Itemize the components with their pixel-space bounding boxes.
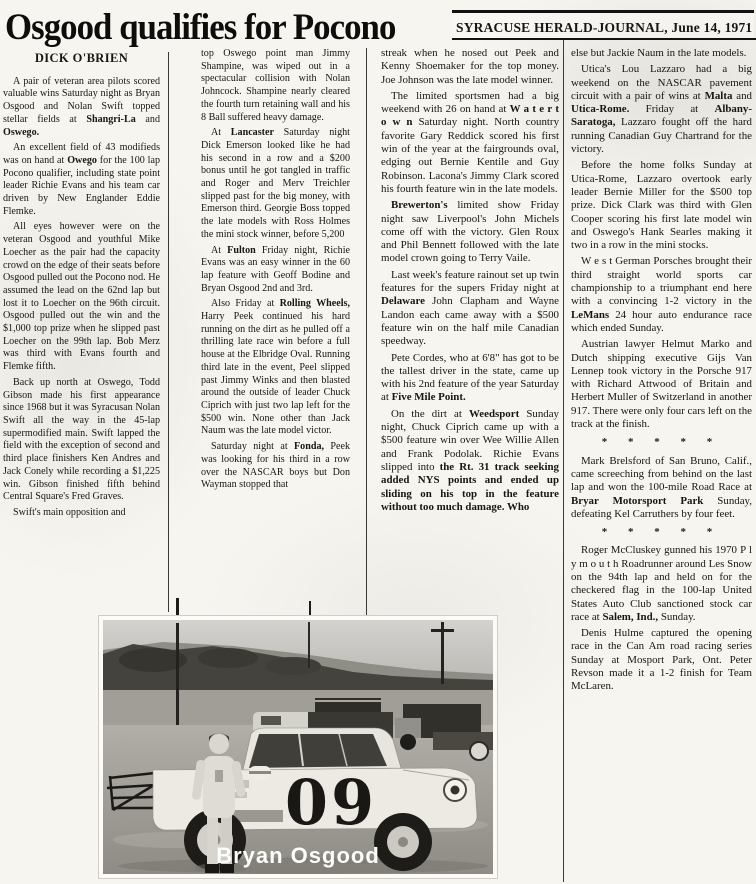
article-column-4	[571, 47, 752, 880]
rear-wheel-hub	[398, 837, 408, 847]
text-segment: Brewerton's	[391, 199, 448, 212]
text-segment: Before the home folks Sunday at Utica-Rome, Lazzaro overtook early leader Bernie Miller for the $500 top prize. Dick Clark was third with Glen Cooper scoring his first late model win and Oswego's Hank Searles making it two in a row in the mini stocks.	[571, 159, 752, 252]
text-segment: Sunday, defeating Kel Carruthers by four feet.	[571, 494, 752, 520]
text-segment: Shangri-La	[86, 113, 136, 125]
text-segment: Roger McCluskey gunned his 1970 P l y m o u t h Roadrunner around Les Snow on the 94th lap and held on for the checkered flag in the 100-lap United States Auto Club sanctioned stock car race at	[571, 544, 752, 623]
article-paragraph	[571, 255, 752, 335]
text-segment: Oswego.	[3, 126, 40, 138]
text-segment: Fulton	[227, 244, 256, 256]
article-paragraph	[3, 377, 160, 504]
dateline-text: SYRACUSE HERALD-JOURNAL, June 14, 1971	[452, 20, 756, 40]
trees	[198, 648, 258, 668]
article-paragraph	[201, 48, 350, 124]
text-segment: Austrian lawyer Helmut Marko and Dutch shipping executive Gijs Van Lennep took victory in the Porsche 917 with Richard Attwood of Britain and Herbert Muller of Switzerland in another 917. There were only four cars left on the track at the finish.	[571, 338, 752, 431]
text-segment: All eyes however were on the veteran Osgood and youthful Mike Loecher as the pair had the capacity crowd on the edge of their seats before Osgood pulled out the Pocono nod. He assumed the lead on the 62nd lap but lost it to Loecher on the 96th circuit. Osgood pulled out the win and the $1,000 top prize when he slipped past Loecher on the 99th lap. Bob Merz was third with Evans fourth and Flemke fifth.	[3, 221, 160, 373]
text-segment: John Clapham and Wayne Landon each came away with a $500 feature win on the half mile Canadian speedway.	[381, 295, 559, 348]
text-segment: streak when he nosed out Peek and Kenny Shoemaker for the top money. Joe Johnson was the late model winner.	[381, 47, 559, 86]
text-segment: A pair of veteran area pilots scored valuable wins Saturday night as Bryan Osgood and Nolan Swift topped stellar fields at	[3, 75, 160, 125]
column-divider	[366, 48, 367, 636]
article-paragraph	[571, 627, 752, 693]
text-segment: and	[732, 89, 752, 102]
text-segment: Lancaster	[230, 127, 274, 139]
article-paragraph	[201, 298, 350, 438]
text-segment: At	[211, 244, 228, 256]
text-segment: The limited sportsmen had a big weekend with 26 on hand at	[381, 89, 559, 116]
text-segment: and	[135, 113, 160, 125]
article-paragraph	[571, 455, 752, 521]
text-segment: An excellent field of 43 modifieds was on hand at	[3, 142, 160, 166]
scan-artifact	[176, 598, 179, 618]
telephone-pole	[308, 622, 310, 668]
text-segment: W e s t German Porsches brought their third straight world sports car championship to a triumphant end here with a convincing 1-2 victory in the	[571, 255, 752, 308]
article-paragraph	[381, 408, 559, 514]
text-segment: Salem, Ind.,	[602, 610, 659, 623]
article-column-2	[201, 48, 350, 626]
race-car-photo	[103, 620, 493, 874]
photo	[99, 616, 497, 878]
article-paragraph	[571, 63, 752, 156]
pole-crossarm	[431, 629, 454, 632]
text-segment: Saturday night. North country favorite Gary Reddick scored his first win of the year at the fairgrounds oval, edging out Bernie Kentile and Guy Robinson. Lacona's Jimmy Clark scored his fourth feature win in the late models.	[381, 116, 559, 195]
text-segment: DICK O'BRIEN	[34, 51, 129, 65]
article-paragraph	[201, 127, 350, 241]
article-paragraph	[201, 245, 350, 296]
article-paragraph	[201, 441, 350, 492]
dateline-strip	[452, 10, 754, 40]
telephone-pole	[176, 623, 179, 725]
background-car-wheel	[470, 742, 488, 760]
article-paragraph	[381, 90, 559, 196]
trees	[265, 657, 321, 675]
headline: Osgood qualifies for Pocono	[5, 7, 396, 48]
text-segment: On the dirt at	[391, 407, 469, 420]
text-segment: the Rt. 31 track seeking added NYS points and ended up sliding on his top in the feature without too much damage. Who	[381, 460, 559, 513]
text-segment: At	[211, 127, 231, 139]
text-segment: Sunday.	[658, 610, 696, 623]
text-segment: Rolling Wheels,	[279, 298, 350, 310]
text-segment: * * * * *	[601, 526, 722, 539]
text-segment: Sunday night, Chuck Ciprich came up with a $500 feature win over Wee Willie Allen and Frank Podolak. Richie Evans slipped into	[381, 407, 559, 473]
article-paragraph	[381, 199, 559, 265]
text-segment: Back up north at Oswego, Todd Gibson made his first appearance since 1968 but it was Syracusan Nolan Swift all the way in the 45-lap supermodified main. Swift lapped the field with the exception of second and third place finishers Ken Andres and Jack Conely while recording a $1,225 win. Gibson finished fifth behind Central Square's Fred Graves.	[3, 376, 160, 503]
text-segment: LeMans	[571, 308, 610, 321]
nose-light-center	[451, 786, 460, 795]
text-segment: Five Mile Point.	[391, 391, 466, 404]
article-paragraph	[571, 159, 752, 252]
text-segment: Swift's main opposition and	[13, 506, 126, 518]
article-paragraph	[571, 338, 752, 431]
text-segment: Denis Hulme captured the opening race in the Can Am road racing series Sunday at Mosport Park, Ont. Peter Revson made it a 1-2 finish for Team McLaren.	[571, 627, 752, 693]
article-paragraph	[3, 142, 160, 218]
text-segment: Also Friday at	[211, 298, 280, 310]
text-segment: Malta	[704, 89, 733, 102]
truck-wheel	[400, 734, 416, 750]
text-segment: * * * * *	[601, 436, 722, 449]
article-paragraph	[381, 47, 559, 87]
text-segment: Delaware	[381, 295, 425, 308]
text-segment: Saturday night Dick Emerson looked like he had his second in a row and a $200 bonus until he got tangled in traffic and Roger and Merv Treichler slipped past for the big money, with Emerson third. Georgie Boss topped the late models with Ross Holmes the mini stock winner, before 5,200	[201, 127, 350, 240]
text-segment: Last week's feature rainout set up twin features for the supers Friday night at	[381, 268, 559, 295]
car-window	[249, 734, 387, 768]
text-segment: Peek was looking for his third in a row over the NASCAR boys but Don Wayman stopped that	[201, 441, 350, 491]
text-segment: Owego	[67, 154, 97, 166]
text-segment: Utica-Rome.	[571, 103, 630, 116]
text-segment: Mark Brelsford of San Bruno, Calif., came screeching from behind on the last lap and won the 100-mile Road Race at	[571, 454, 752, 494]
text-segment: Bryar Motorsport Park	[571, 494, 704, 507]
car-number: 09	[284, 766, 378, 839]
text-segment: Utica's Lou Lazzaro had a big weekend on the NASCAR pavement circuit with a pair of wins at	[571, 63, 752, 102]
text-segment: Albany-Saratoga,	[571, 103, 752, 129]
text-segment: Fonda,	[294, 441, 325, 453]
text-segment: 24 hour auto endurance race which ended Sunday.	[571, 308, 752, 334]
text-segment: Saturday night at	[211, 441, 294, 453]
text-segment: for the 100 lap Pocono qualifier, including state point leader Richie Evans and his team car driven by New Englander Eddie Flemke.	[3, 154, 160, 217]
text-segment: Friday night, Richie Evans was an easy winner in the 60 lap feature with Geoff Bodine and Bryan Osgood 2nd and 3rd.	[201, 244, 350, 294]
column-divider	[168, 52, 169, 612]
article-paragraph	[381, 352, 559, 405]
article-paragraph	[571, 47, 752, 60]
article-paragraph	[3, 76, 160, 140]
text-segment: Pete Cordes, who at 6'8" has got to be the tallest driver in the state, came up with his 2nd feature of the year Saturday at	[381, 351, 559, 404]
text-segment: limited show Friday night saw Liverpool's John Michels come off with the victory. Glen Roux and Phil Bennett followed with the late model crown going to Terry Vaile.	[381, 199, 559, 265]
article-paragraph	[571, 544, 752, 624]
star-separator	[571, 526, 752, 539]
star-separator	[571, 436, 752, 449]
highlight	[315, 700, 381, 702]
photo-caption: Bryan Osgood	[216, 843, 380, 868]
article-paragraph	[3, 507, 160, 520]
column-divider	[563, 40, 564, 882]
text-segment: Weedsport	[469, 407, 520, 420]
text-segment: top Oswego point man Jimmy Shampine, was wiped out in a spectacular collision with Nolan Johncock. Shampine nearly cleared the fourth turn retaining wall and his 8 Ball suffered heavy damage.	[201, 48, 350, 123]
article-column-3	[381, 47, 559, 639]
article-paragraph	[381, 269, 559, 349]
background-car-window	[261, 716, 281, 725]
text-segment: Harry Peek continued his hard running on the dirt as he pulled off a thrilling late race win before a full house at the Elbridge Oval. Running third late in the event, Peel slipped past Jimmy Winks and then blasted around the outside of leader Chuck Ciprich with just two lap left for the $500 win. None other than Jack Naum was the late model victor.	[201, 311, 350, 437]
article-column-1	[3, 51, 160, 617]
text-segment: W a t e r t o w n	[381, 103, 559, 129]
text-segment: Friday at	[629, 103, 715, 116]
byline	[3, 52, 160, 65]
text-segment: else but Jackie Naum in the late models.	[571, 47, 747, 59]
article-paragraph	[3, 221, 160, 373]
text-segment: Lazzaro fought off the hard running Canadian Guy Chartrand for the victory.	[571, 116, 752, 156]
